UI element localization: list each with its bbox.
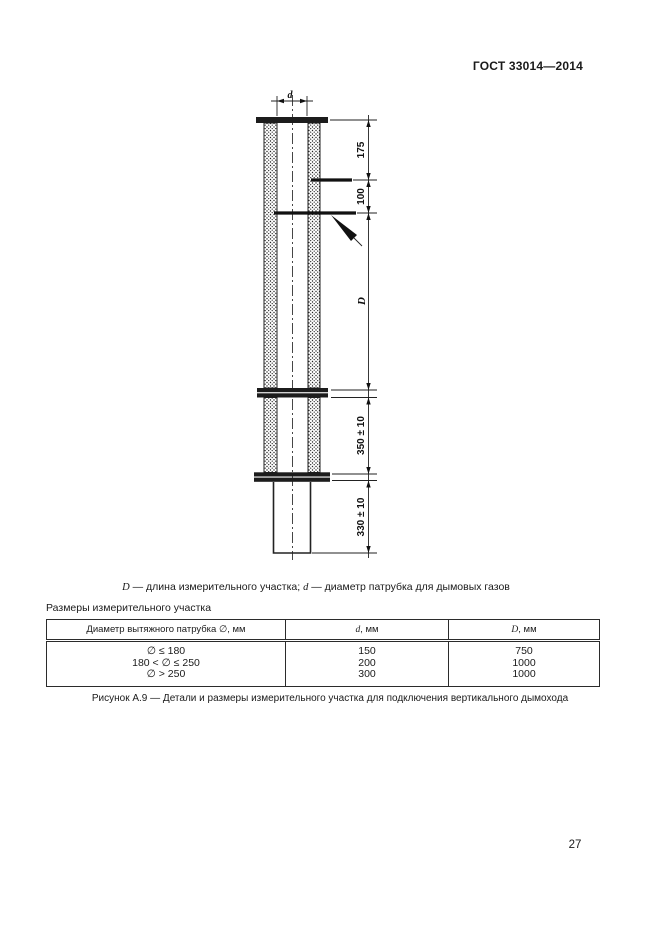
- dim-label-175: 175: [356, 141, 367, 159]
- arrow-D-bottom: [366, 383, 370, 390]
- dim-label-D: D: [356, 297, 368, 305]
- legend-text-D: — длина измерительного участка;: [129, 581, 304, 593]
- cell-D: 1000: [449, 658, 600, 670]
- table-row: [47, 669, 600, 686]
- legend-text-d: — диаметр патрубка для дымовых газов: [308, 581, 510, 593]
- arrow-330-top: [366, 481, 370, 488]
- pipe-wall-left: [264, 123, 277, 388]
- dim-label-350: 350 ± 10: [356, 416, 367, 455]
- arrow-D-top: [366, 213, 370, 220]
- arrow-100-top: [366, 180, 370, 187]
- cell-D: 750: [449, 641, 600, 658]
- pipe-wall-right-lower: [308, 398, 320, 473]
- connection-pipe: [274, 482, 311, 553]
- figure-caption: Рисунок А.9 — Детали и размеры измерительного участка для подключения вертикального дымохода: [91, 693, 569, 704]
- cell-diameter: 180 < ∅ ≤ 250: [132, 656, 200, 669]
- cell-diameter: ∅ > 250: [146, 668, 186, 680]
- measurement-section-diagram: [230, 85, 410, 575]
- table-row: [47, 641, 600, 658]
- cell-D: 1000: [449, 669, 600, 686]
- legend-symbol-d: d: [303, 582, 309, 593]
- col-header-d: d, мм: [286, 620, 449, 641]
- arrow-330-bottom: [366, 546, 370, 553]
- dim-label-100: 100: [356, 188, 367, 205]
- dim-label-d: d: [287, 90, 293, 101]
- page-number: 27: [568, 839, 582, 851]
- standard-number: ГОСТ 33014—2014: [472, 59, 583, 73]
- bottom-flange-lower: [254, 478, 330, 482]
- arrow-175-top: [366, 120, 370, 127]
- pipe-wall-right: [308, 123, 320, 388]
- d-arrow-right: [300, 99, 307, 103]
- table-header-row: [47, 620, 600, 641]
- middle-flange-upper: [257, 388, 328, 392]
- cell-d: 150: [286, 641, 449, 658]
- pipe-wall-left-lower: [264, 398, 277, 473]
- sampling-leader-tail: [354, 238, 362, 246]
- arrow-350-bottom: [366, 467, 370, 474]
- table-title: Размеры измерительного участка: [46, 602, 212, 614]
- middle-flange-lower: [257, 393, 328, 397]
- figure-legend: [46, 581, 586, 593]
- dimensions-table: [46, 619, 600, 687]
- cell-d: 300: [286, 669, 449, 686]
- arrow-350-top: [366, 398, 370, 405]
- arrow-100-bottom: [366, 206, 370, 213]
- col-header-D: D, мм: [449, 620, 600, 641]
- col-header-diameter: Диаметр вытяжного патрубка ∅, мм: [47, 620, 286, 641]
- top-flange: [256, 117, 328, 123]
- sampling-leader-arrow: [331, 215, 357, 241]
- legend-symbol-D: D: [122, 582, 130, 593]
- cell-d: 200: [286, 658, 449, 670]
- bottom-flange-upper: [254, 472, 330, 476]
- d-arrow-left: [277, 99, 284, 103]
- dim-label-330: 330 ± 10: [356, 497, 367, 537]
- cell-diameter: ∅ ≤ 180: [146, 645, 186, 657]
- arrow-175-bottom: [366, 173, 370, 180]
